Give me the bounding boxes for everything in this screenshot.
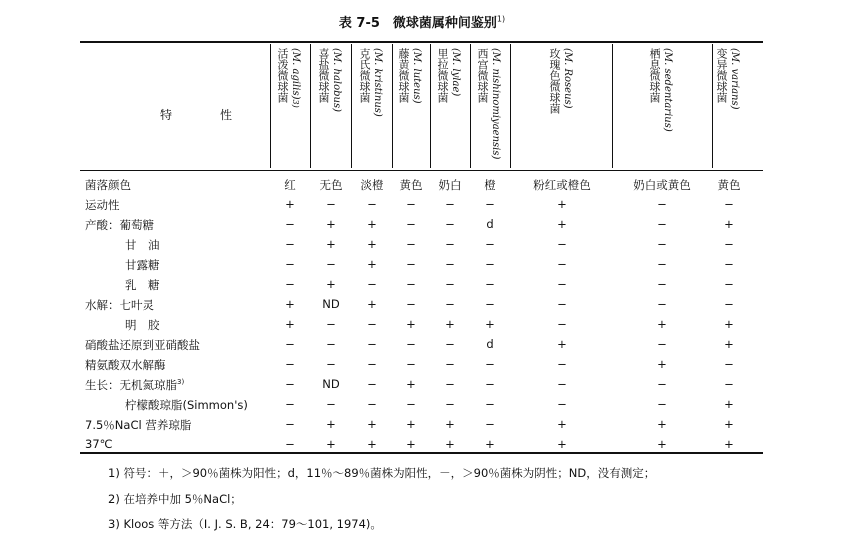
species-chinese-name: 活泼微球菌 (276, 48, 289, 103)
row-label (85, 177, 131, 193)
row-label-text: 甘露糖 (125, 258, 160, 272)
table-cell: − (657, 377, 667, 391)
header-column-divider (430, 44, 431, 168)
table-cell: ND (322, 377, 340, 391)
row-label-text: 柠檬酸琼脂(Simmon's) (125, 398, 248, 412)
table-cell: − (406, 297, 416, 311)
table-cell: + (724, 397, 734, 411)
table-row (0, 275, 844, 295)
table-cell: + (485, 437, 495, 451)
table-cell: 黄色 (717, 178, 741, 192)
header-column-divider (351, 44, 352, 168)
species-header (397, 48, 423, 104)
header-column-divider (470, 44, 471, 168)
table-cell: − (367, 337, 377, 351)
table-cell: + (557, 417, 567, 431)
species-header (476, 48, 502, 159)
table-cell: + (557, 337, 567, 351)
table-cell: + (285, 197, 295, 211)
table-cell: + (406, 417, 416, 431)
table-cell: + (445, 417, 455, 431)
table-cell: − (724, 237, 734, 251)
table-cell: + (724, 317, 734, 331)
table-cell: − (285, 417, 295, 431)
species-latin-name: (M. kristinus) (372, 48, 383, 117)
table-cell: + (326, 417, 336, 431)
header-column-divider (392, 44, 393, 168)
table-cell: − (485, 297, 495, 311)
table-row (0, 335, 844, 355)
row-label (85, 197, 120, 213)
row-label-text: 明 胶 (125, 318, 160, 332)
footnote: 3) Kloos 等方法（I. J. S. B, 24：79～101, 1974)。 (108, 517, 382, 531)
row-label-text: 硝酸盐还原到亚硝酸盐 (85, 338, 200, 352)
table-cell: − (445, 217, 455, 231)
row-label (125, 317, 160, 333)
table-row (0, 395, 844, 415)
row-label (85, 437, 113, 451)
row-label (125, 397, 248, 413)
property-header: 特 性 (160, 108, 251, 122)
species-latin-name: (M. luteus) (411, 48, 422, 104)
table-cell: − (445, 197, 455, 211)
species-header (715, 48, 741, 110)
header-rule (80, 170, 763, 171)
table-cell: − (367, 357, 377, 371)
table-cell: − (724, 357, 734, 371)
species-chinese-name: 喜盐微球菌 (317, 48, 330, 103)
table-cell: − (406, 337, 416, 351)
table-cell: + (367, 297, 377, 311)
table-cell: − (445, 337, 455, 351)
row-label (125, 257, 160, 273)
row-label-text: 水解：七叶灵 (85, 298, 154, 312)
table-cell: 橙 (484, 178, 496, 192)
species-chinese-name: 栖息微球菌 (648, 48, 661, 103)
table-cell: − (657, 237, 667, 251)
table-cell: + (326, 237, 336, 251)
table-cell: − (485, 357, 495, 371)
table-cell: + (445, 317, 455, 331)
table-cell: − (367, 397, 377, 411)
table-cell: + (557, 217, 567, 231)
table-cell: − (557, 257, 567, 271)
table-cell: 无色 (319, 178, 343, 192)
table-cell: − (445, 237, 455, 251)
table-cell: + (326, 217, 336, 231)
table-cell: 黄色 (399, 178, 423, 192)
species-latin-name: (M. lylae) (450, 48, 461, 97)
table-cell: + (326, 277, 336, 291)
table-cell: − (485, 257, 495, 271)
species-chinese-name: 玫瑰色微球菌 (548, 48, 561, 114)
footnote: 1) 符号：＋，＞90％菌株为阳性；d，11％～89％菌株为阳性，－，＞90％菌株为阴性；ND，没有测定； (108, 466, 656, 480)
table-cell: − (657, 197, 667, 211)
row-label-text: 精氨酸双水解酶 (85, 358, 166, 372)
table-cell: − (326, 337, 336, 351)
header-column-divider (270, 44, 271, 168)
table-cell: + (657, 317, 667, 331)
table-cell: − (557, 297, 567, 311)
table-cell: − (367, 277, 377, 291)
table-cell: + (406, 437, 416, 451)
table-cell: − (724, 257, 734, 271)
row-label-text: 乳 糖 (125, 278, 160, 292)
table-row (0, 295, 844, 315)
table-cell: + (724, 417, 734, 431)
table-cell: − (406, 277, 416, 291)
table-cell: − (445, 297, 455, 311)
table-cell: − (445, 357, 455, 371)
table-cell: + (657, 437, 667, 451)
table-cell: + (557, 197, 567, 211)
table-cell: − (657, 397, 667, 411)
species-latin-name: (M. sedentarius) (662, 48, 673, 132)
species-chinese-name: 里拉微球菌 (436, 48, 449, 103)
table-cell: − (285, 237, 295, 251)
table-cell: − (285, 397, 295, 411)
table-cell: + (485, 317, 495, 331)
species-header (436, 48, 462, 103)
table-cell: − (367, 197, 377, 211)
table-cell: − (557, 397, 567, 411)
species-latin-name: (M. varians) (729, 48, 740, 110)
table-cell: 淡橙 (360, 178, 384, 192)
species-header (548, 48, 574, 114)
table-cell: − (485, 197, 495, 211)
table-row (0, 415, 844, 435)
row-label (125, 277, 160, 293)
species-chinese-name: 藤黄微球菌 (397, 48, 410, 103)
table-cell: − (326, 397, 336, 411)
table-cell: − (557, 357, 567, 371)
row-label-text: 菌落颜色 (85, 178, 131, 192)
table-row (0, 215, 844, 235)
table-row (0, 315, 844, 335)
table-cell: − (445, 397, 455, 411)
table-cell: − (285, 217, 295, 231)
top-rule (80, 41, 763, 43)
table-cell: − (406, 197, 416, 211)
species-header (317, 48, 343, 112)
row-label (125, 237, 160, 253)
row-label-text: 产酸：葡萄糖 (85, 218, 154, 232)
species-header (358, 48, 384, 117)
header-column-divider (510, 44, 511, 168)
table-cell: 红 (284, 178, 296, 192)
table-cell: − (326, 357, 336, 371)
table-cell: − (406, 257, 416, 271)
species-chinese-name: 变异微球菌 (715, 48, 728, 103)
table-cell: + (445, 437, 455, 451)
table-cell: − (406, 237, 416, 251)
row-label (85, 217, 154, 233)
table-cell: − (445, 257, 455, 271)
header-column-divider (612, 44, 613, 168)
table-cell: − (485, 397, 495, 411)
table-cell: + (406, 317, 416, 331)
table-cell: − (724, 197, 734, 211)
row-label (85, 417, 191, 433)
row-label (85, 297, 154, 313)
table-cell: ND (322, 297, 340, 311)
table-cell: − (445, 277, 455, 291)
table-cell: − (557, 317, 567, 331)
table-cell: − (485, 237, 495, 251)
table-cell: − (406, 397, 416, 411)
table-cell: − (285, 437, 295, 451)
table-cell: + (367, 437, 377, 451)
table-cell: − (445, 377, 455, 391)
table-cell: − (326, 257, 336, 271)
row-label-text: 7.5％NaCl 营养琼脂 (85, 418, 192, 432)
table-cell: + (657, 417, 667, 431)
table-row (0, 435, 844, 455)
row-label (85, 377, 184, 393)
table-cell: − (657, 257, 667, 271)
table-cell: − (485, 377, 495, 391)
table-cell: − (657, 337, 667, 351)
footnote: 2) 在培养中加 5％NaCl； (108, 492, 242, 506)
table-cell: + (406, 377, 416, 391)
header-column-divider (310, 44, 311, 168)
table-cell: + (724, 437, 734, 451)
table-cell: − (367, 317, 377, 331)
table-row (0, 235, 844, 255)
table-cell: + (285, 317, 295, 331)
species-latin-name: (M. nishinomiyaensis) (490, 48, 501, 160)
table-cell: + (367, 237, 377, 251)
table-cell: + (326, 437, 336, 451)
table-cell: − (657, 277, 667, 291)
table-cell: − (657, 297, 667, 311)
species-chinese-name: 西宫微球菌 (476, 48, 489, 103)
table-cell: + (657, 357, 667, 371)
row-label-text: 37℃ (85, 437, 113, 451)
table-cell: − (285, 357, 295, 371)
table-cell: − (285, 377, 295, 391)
table-cell: − (406, 357, 416, 371)
species-chinese-name: 克氏微球菌 (358, 48, 371, 103)
table-cell: − (285, 337, 295, 351)
table-row (0, 175, 844, 195)
table-cell: − (657, 217, 667, 231)
table-cell: − (367, 377, 377, 391)
table-cell: + (367, 417, 377, 431)
table-row (0, 255, 844, 275)
row-label-text: 生长：无机氮琼脂 (85, 378, 177, 392)
table-cell: − (724, 297, 734, 311)
table-cell: 粉红或橙色 (533, 178, 591, 192)
table-cell: + (367, 257, 377, 271)
table-row (0, 195, 844, 215)
species-header (648, 48, 674, 132)
header-column-divider (712, 44, 713, 168)
row-label-text: 运动性 (85, 198, 120, 212)
table-cell: − (724, 277, 734, 291)
table-cell: 奶白或黄色 (633, 178, 691, 192)
table-title: 表 7-5 微球菌属种间鉴别$^{1)}$ (338, 14, 506, 31)
table-cell: 奶白 (438, 178, 462, 192)
species-header (276, 48, 302, 108)
table-cell: + (724, 217, 734, 231)
table-cell: − (285, 277, 295, 291)
table-cell: + (724, 337, 734, 351)
table-row (0, 355, 844, 375)
table-cell: − (406, 217, 416, 231)
species-latin-name: (M. Roseus) (562, 48, 573, 109)
table-cell: − (285, 257, 295, 271)
table-cell: − (557, 277, 567, 291)
table-cell: − (557, 377, 567, 391)
species-footnote-mark: 3) (291, 99, 300, 108)
table-cell: d (486, 337, 494, 351)
row-label-text: 甘 油 (125, 238, 160, 252)
table-cell: − (485, 277, 495, 291)
table-cell: + (557, 437, 567, 451)
table-row (0, 375, 844, 395)
species-latin-name: (M. agilis)3) (290, 48, 301, 108)
row-footnote-mark: 3) (177, 378, 185, 387)
table-cell: − (485, 417, 495, 431)
row-label (85, 357, 166, 373)
table-cell: − (724, 377, 734, 391)
table-cell: + (285, 297, 295, 311)
row-label (85, 337, 200, 353)
table-cell: − (326, 197, 336, 211)
species-latin-name: (M. halobus) (331, 48, 342, 112)
table-cell: d (486, 217, 494, 231)
table-cell: − (326, 317, 336, 331)
table-cell: + (367, 217, 377, 231)
table-cell: − (557, 237, 567, 251)
